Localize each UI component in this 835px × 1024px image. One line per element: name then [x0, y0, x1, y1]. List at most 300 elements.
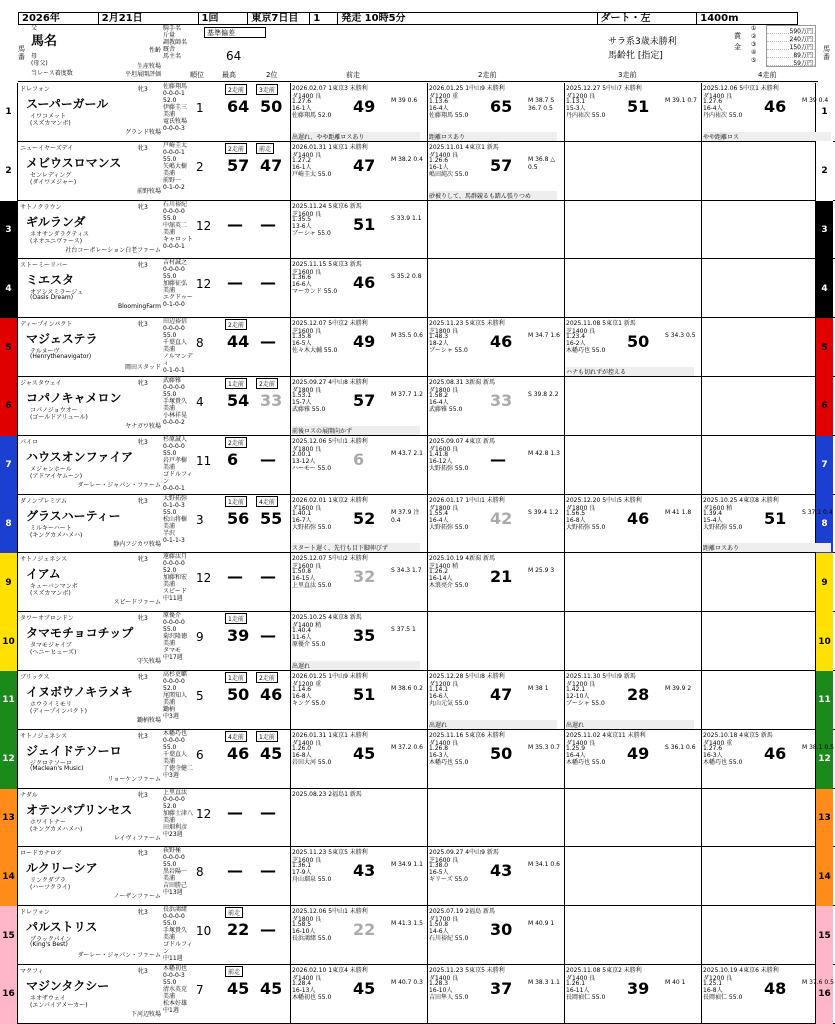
- race-detail-line: 1.28.4: [292, 980, 312, 987]
- second-score: —: [260, 273, 276, 293]
- col-prev2: 2走前: [478, 71, 497, 79]
- race-detail-line: 大野拓弥 55.0: [703, 523, 743, 531]
- max-score: 46: [227, 743, 250, 763]
- jockey-line: 美浦: [163, 934, 176, 942]
- jockey-line: 52.0: [163, 97, 177, 104]
- horse-info: [20, 377, 163, 435]
- jockey-line: 美浦: [163, 287, 176, 295]
- race-detail-line: 嶋田純次 55.0: [429, 170, 469, 178]
- race-year: 2026年: [19, 13, 99, 24]
- dam-name: ブラックパイン: [30, 936, 72, 944]
- race-details: [292, 745, 331, 766]
- race-detail-line: 16-3人: [429, 751, 449, 759]
- sex-age: 牝3: [138, 674, 148, 681]
- jockey-line: ゴドルフィン: [163, 941, 193, 956]
- horse-row: [0, 142, 835, 201]
- race-note: 距離ロスあり: [429, 132, 557, 141]
- dam-name: センレディング: [30, 171, 72, 179]
- jockey-line: 0-0-0-3: [163, 125, 185, 132]
- horse-row: [0, 965, 835, 1024]
- race-1-cell: [290, 318, 428, 377]
- breeder-farm: レイヴィファーム: [113, 834, 161, 842]
- race-date-place: 2025.12.28 5中山8 未勝利: [429, 673, 505, 680]
- race-detail-line: 1.26.0: [292, 744, 312, 752]
- broodmare-sire: (ゴールドアリュール): [30, 414, 88, 421]
- horse-number-right: 1: [815, 83, 833, 142]
- max-score: —: [227, 861, 243, 881]
- jockey-line: 55.0: [163, 979, 177, 986]
- jockey-line: 矢嶋大樹: [163, 162, 188, 170]
- race-figure: 51: [353, 214, 376, 234]
- race-stats: M 42.8 1.3: [528, 449, 560, 457]
- race-figure: 46: [764, 97, 787, 116]
- race-2-cell: [427, 553, 565, 612]
- race-detail-line: 1.36.6: [292, 274, 312, 282]
- race-date-place: 2026.02.10 1東京4 未勝利: [292, 967, 368, 974]
- race-detail-line: 1.26.1: [566, 980, 586, 987]
- horse-name[interactable]: イアム: [26, 567, 61, 582]
- horse-number: 2: [0, 142, 18, 201]
- jockey-line: 中3週: [163, 771, 179, 779]
- race-detail-line: 1.41.8: [429, 450, 449, 458]
- race-1-cell: [290, 377, 428, 436]
- race-figure: 43: [353, 861, 376, 881]
- horse-name[interactable]: マジンタクシー: [26, 979, 110, 993]
- breeder-farm: スピードファーム: [113, 599, 161, 607]
- race-figure: 51: [353, 685, 376, 704]
- race-detail-line: 18-2人: [429, 340, 449, 348]
- race-detail-line: 1.26.2: [429, 568, 449, 576]
- race-detail-line: 丹内祐次 55.0: [566, 112, 606, 119]
- race-course-info: 芝1800 良: [429, 328, 459, 336]
- race-course-info: ダ1600 稍: [703, 504, 733, 512]
- race-stats: M 40.7 0.3: [391, 979, 423, 986]
- jockey-line: 高杉吏麒: [163, 671, 188, 678]
- race-date-place: 2025.12.07 5中京2 未勝利: [292, 320, 368, 328]
- jockey-line: 中17週: [163, 654, 183, 662]
- race-1-cell: [290, 553, 428, 612]
- race-course: ダート・左: [598, 13, 698, 24]
- race-detail-line: 16-8人: [566, 516, 586, 524]
- race-course-info: ダ1800 良: [292, 387, 322, 394]
- sire-name: マクフィ: [20, 968, 44, 975]
- race-figure: 46: [490, 332, 513, 352]
- horse-number: 9: [0, 553, 18, 612]
- race-detail-line: 16-6人: [292, 281, 312, 289]
- race-start-time: 発走 10時5分: [338, 13, 597, 24]
- horse-info: [20, 730, 163, 788]
- jockey-line: 55.0: [163, 449, 177, 457]
- col-jockey: 騎手名: [163, 25, 182, 32]
- race-details: [429, 686, 468, 707]
- race-1-cell: [290, 671, 428, 730]
- race-detail-line: 1.27.2: [292, 156, 312, 164]
- race-detail-line: 1.36.1: [292, 862, 312, 870]
- race-4-cell: [701, 553, 835, 612]
- race-stats: M 38.1 0.5: [802, 743, 834, 751]
- race-details: [429, 98, 468, 119]
- race-stats: M 39 0.6: [391, 97, 418, 104]
- race-details: [429, 568, 468, 589]
- race-details: [703, 510, 742, 531]
- max-score: 64: [227, 97, 250, 116]
- race-stats: M 41 1.8: [665, 508, 692, 516]
- race-details: [292, 568, 331, 589]
- horse-number-right: 15: [815, 906, 833, 965]
- jockey-info: [163, 436, 193, 494]
- race-course-info: 芝1600 良: [292, 328, 322, 336]
- jockey-info: [163, 553, 193, 611]
- race-details: [292, 980, 331, 1001]
- horse-number: 7: [0, 436, 18, 495]
- race-4-cell: [701, 377, 835, 436]
- rank-value: 7: [196, 983, 204, 997]
- jockey-line: 0-0-0-0: [163, 795, 185, 803]
- jockey-line: 伊藤圭三: [163, 104, 188, 111]
- sire-name: ロードカナロア: [20, 850, 62, 858]
- race-stats: M 38.3 1.1: [528, 979, 560, 986]
- race-figure: 6: [353, 449, 365, 469]
- race-detail-line: 16-14人: [429, 575, 453, 583]
- max-score: 44: [227, 332, 250, 352]
- race-detail-line: 1.38.0: [429, 862, 449, 870]
- race-stats: M 37.7 1.2: [391, 391, 423, 398]
- jockey-line: 清水英克: [163, 986, 188, 993]
- horse-number-right: 5: [815, 318, 833, 377]
- prize-amount: 240万円: [767, 34, 815, 42]
- horse-row: [0, 847, 835, 906]
- dam-name: ホワイトナー: [30, 818, 66, 826]
- race-note: 砂被りして、馬群競るも踏ん張りつめ: [429, 191, 557, 200]
- race-stats: M 37.6 0.5: [802, 979, 834, 986]
- race-note: 前後ロスの展開向かず: [292, 426, 420, 435]
- race-details: [566, 980, 605, 1001]
- broodmare-sire: (エンパイアメーカー): [30, 1002, 88, 1009]
- race-figure: 30: [490, 920, 513, 940]
- race-details: [292, 451, 331, 472]
- horse-name[interactable]: コパノキャメロン: [26, 391, 122, 405]
- race-course-info: 芝1600 良: [429, 857, 459, 865]
- race-figure: 57: [353, 391, 376, 410]
- max-score: —: [227, 802, 243, 822]
- jockey-line: 中23週: [163, 830, 183, 838]
- jockey-line: 美浦: [163, 405, 176, 412]
- second-score: —: [260, 449, 276, 469]
- race-4-cell: [701, 83, 835, 142]
- race-details: [292, 510, 331, 531]
- jockey-line: 中11週: [163, 595, 183, 603]
- horse-row: [0, 318, 835, 377]
- second-score: 55: [260, 508, 283, 528]
- race-details: [429, 921, 468, 942]
- race-detail-line: 16-12人: [429, 457, 453, 465]
- rank-value: 4: [196, 395, 204, 409]
- jockey-info: [163, 83, 193, 141]
- horse-info: [20, 201, 163, 259]
- race-course-info: ダ1400 良: [429, 151, 459, 159]
- race-stats: M 34.1 0.6: [528, 861, 560, 869]
- second-score: —: [260, 802, 276, 822]
- dam-name: メジャンホール: [30, 465, 72, 473]
- race-2-cell: [427, 318, 565, 377]
- race-detail-line: 長岡禎仁 55.0: [566, 994, 606, 1001]
- race-detail-line: 1.28.3: [429, 980, 449, 987]
- broodmare-sire: (ヘニーヒューズ): [30, 649, 77, 657]
- race-detail-line: 木幡初也 55.0: [292, 994, 332, 1001]
- sex-age: 牝3: [138, 615, 148, 623]
- jockey-line: 黒岩陽一: [163, 868, 188, 876]
- broodmare-sire: (キングカメハメハ): [30, 825, 83, 833]
- jockey-info: [163, 671, 193, 729]
- race-4-cell: [701, 965, 835, 1024]
- race-course-info: ダ1400 良: [429, 975, 459, 982]
- race-course-info: ダ1200 良: [566, 93, 596, 100]
- prize-label: 賞金: [734, 32, 741, 51]
- prize-table: [766, 25, 816, 67]
- race-figure: 32: [353, 567, 376, 587]
- prize-amount: 89万円: [767, 50, 815, 58]
- race-detail-line: 1.56.5: [566, 509, 586, 517]
- jockey-line: 田辺裕信: [163, 318, 188, 326]
- race-detail-line: 1.13.1: [566, 98, 586, 105]
- race-stats: S 37.5 1: [391, 626, 416, 634]
- dam-name: ホウライミモリ: [30, 701, 72, 708]
- horse-name[interactable]: オテンバプリンセス: [26, 802, 133, 817]
- race-date-place: 2025.10.18 4東京5 新馬: [703, 731, 773, 739]
- race-detail-line: 木幡巧也 55.0: [566, 758, 606, 766]
- rank-value: 12: [196, 806, 212, 821]
- sire-name: サトノクラウン: [20, 203, 62, 211]
- race-figure: 48: [764, 979, 787, 998]
- race-detail-line: 16-4人: [429, 399, 449, 406]
- race-figure: 45: [353, 979, 376, 998]
- race-detail-line: 16-1人: [429, 163, 449, 171]
- horse-name[interactable]: メビウスロマンス: [26, 155, 122, 170]
- race-detail-line: 15-4人: [703, 516, 723, 524]
- second-score: —: [260, 332, 276, 352]
- jockey-line: 長浜鴻緒: [163, 906, 188, 914]
- horse-name[interactable]: グラスハーティー: [26, 508, 121, 523]
- race-3-cell: [564, 965, 702, 1024]
- race-4-cell: [701, 436, 835, 495]
- race-detail-line: 1.27.6: [292, 98, 312, 105]
- jockey-line: 佐藤翔馬: [163, 83, 188, 90]
- prize-rank: ④: [751, 49, 757, 56]
- jockey-line: 遠藤汰月: [163, 553, 188, 561]
- jockey-line: 前野一: [163, 176, 182, 184]
- jockey-line: 中1週: [163, 1007, 179, 1014]
- jockey-line: エクドゥー: [163, 294, 193, 302]
- race-note: 距離ロスあり: [703, 543, 831, 552]
- horse-name[interactable]: ルクリーシア: [26, 861, 98, 876]
- race-date-place: 2025.08.31 3新潟 新馬: [429, 379, 495, 386]
- jockey-line: 美浦: [163, 463, 176, 471]
- jockey-line: 55.0: [163, 743, 177, 751]
- race-stats: S 37.1 0.4: [802, 508, 833, 516]
- sex-age: 牝3: [138, 262, 148, 270]
- race-detail-line: 17-9人: [292, 869, 312, 877]
- race-date-place: 2025.12.06 5中山1 未勝利: [292, 908, 368, 916]
- race-detail-line: 16-3人: [703, 751, 723, 759]
- jockey-line: 美浦: [163, 699, 176, 706]
- jockey-line: 55.0: [163, 155, 177, 163]
- race-course-info: ダ1600 良: [429, 445, 459, 453]
- broodmare-sire: (アドマイヤムーン): [30, 472, 83, 480]
- race-1-cell: [290, 965, 428, 1024]
- breeder-farm: ヤナガワ牧場: [125, 423, 161, 430]
- race-detail-line: 1.53.1: [292, 392, 312, 399]
- race-detail-line: 15-3人: [566, 105, 586, 112]
- race-detail-line: 16-10人: [292, 928, 316, 936]
- race-detail-line: 1.55.4: [429, 509, 449, 517]
- breeder-farm: 鋤柄牧場: [136, 717, 161, 724]
- race-stats: M 38.6 0.2: [391, 685, 423, 692]
- horse-number: 13: [0, 789, 18, 848]
- race-detail-line: 16-1人: [292, 163, 312, 171]
- race-detail-line: 16-4人: [429, 516, 449, 524]
- race-figure: 46: [764, 743, 787, 763]
- race-note: ハナも切れずが控える: [566, 367, 694, 376]
- race-details: [292, 333, 337, 354]
- race-detail-line: 1.35.5: [292, 215, 312, 223]
- race-details: [292, 98, 331, 119]
- jockey-line: 0-1-0-2: [163, 183, 185, 191]
- race-date-place: 2025.11.08 5東京2 未勝利: [566, 967, 642, 974]
- race-3-cell: [564, 730, 702, 789]
- race-figure: 47: [353, 155, 376, 175]
- race-date-place: 2025.11.30 5中山9 新馬: [566, 673, 636, 680]
- horse-name[interactable]: タマモチョコチップ: [26, 626, 134, 641]
- race-figure: 49: [353, 97, 376, 116]
- race-3-cell: [564, 142, 702, 201]
- race-date-place: 2025.12.27 5中山7 未勝利: [566, 85, 642, 92]
- race-date-place: 2025.10.25 4東京8 新馬: [292, 614, 362, 622]
- race-2-cell: [427, 377, 565, 436]
- prize-rank: ①: [751, 25, 757, 32]
- jockey-line: 美浦: [163, 581, 176, 589]
- race-details: [429, 157, 468, 178]
- jockey-line: 55.0: [163, 214, 177, 222]
- race-figure: 28: [627, 685, 650, 704]
- sire-name: ダノンプレミアム: [20, 497, 67, 505]
- rank-value: 6: [196, 747, 204, 762]
- jockey-line: 55.0: [163, 273, 177, 281]
- horse-name[interactable]: ハウスオンファイア: [26, 449, 134, 464]
- race-details: [429, 451, 468, 472]
- race-detail-line: 戸崎圭太 55.0: [292, 170, 332, 178]
- race-stats: M 40 1: [665, 979, 686, 986]
- race-detail-line: 1.42.1: [566, 686, 586, 693]
- jockey-line: 0-0-0-0: [163, 619, 185, 627]
- race-detail-line: 1.27.6: [703, 98, 723, 105]
- race-date-place: 2025.12.06 5中京1 未勝利: [703, 85, 779, 92]
- jockey-line: 中11週: [163, 955, 183, 963]
- sex-age: 牝3: [138, 791, 148, 799]
- race-detail-line: 16-11人: [566, 987, 590, 994]
- breeder-farm: 静内フジカワ牧場: [113, 540, 161, 548]
- horse-name[interactable]: イヌボウノキラメキ: [26, 685, 133, 699]
- race-detail-line: 1.13.6: [429, 98, 449, 105]
- race-detail-line: 12-10人: [566, 693, 590, 700]
- jockey-line: 52.0: [163, 802, 177, 810]
- col-stats1: 当レース着度数: [31, 70, 73, 77]
- jockey-line: 0-0-0-0: [163, 442, 185, 450]
- breeder-farm: 守矢牧場: [136, 658, 161, 666]
- max-tag: 1走前: [225, 496, 247, 507]
- race-date-place: 2026.01.31 1東京1 未勝利: [292, 731, 368, 739]
- col-kinryo: 斤量: [163, 32, 176, 39]
- horse-number-right: 11: [815, 671, 833, 730]
- race-3-cell: [564, 847, 702, 906]
- horse-name[interactable]: ギルランダ: [26, 214, 86, 229]
- horse-name[interactable]: マジェステラ: [26, 332, 98, 347]
- max-score: —: [227, 214, 243, 234]
- sex-age: 牝3: [138, 556, 148, 564]
- race-3-cell: [564, 201, 702, 260]
- jockey-line: 0-0-0-1: [163, 484, 185, 492]
- race-detail-line: 佐藤翔馬 52.0: [292, 112, 332, 119]
- race-detail-line: 1.40.4: [292, 627, 312, 635]
- race-note: 出遅れ: [292, 661, 420, 670]
- horse-info: [20, 847, 163, 905]
- horse-name[interactable]: スーパーガール: [26, 97, 109, 111]
- race-date-place: 2026.02.01 1東京2 未勝利: [292, 496, 368, 504]
- race-figure: 65: [490, 97, 513, 116]
- jockey-line: 加藤征弘: [163, 280, 188, 288]
- horse-row: [0, 495, 835, 554]
- jockey-line: 加藤和宏: [163, 574, 188, 582]
- race-detail-line: 長岡禎仁 55.0: [703, 994, 743, 1001]
- race-date-place: 2025.11.01 4東京1 新馬: [429, 143, 499, 151]
- race-stats: S 34.3 0.5: [665, 332, 696, 340]
- jockey-line: 55.0: [163, 332, 177, 340]
- race-4-cell: [701, 671, 835, 730]
- rank-value: 3: [196, 512, 204, 527]
- horse-name[interactable]: ミエスタ: [26, 273, 75, 288]
- horse-info: [20, 553, 163, 611]
- race-detail-line: 丸山元気 55.0: [429, 700, 469, 707]
- horse-name[interactable]: パルストリス: [26, 920, 98, 935]
- second-score: —: [260, 214, 276, 234]
- horse-name[interactable]: ジェイドテソーロ: [26, 743, 122, 758]
- race-course-info: ダ1200 良: [566, 681, 596, 688]
- race-detail-line: 1.26.8: [429, 744, 449, 752]
- race-detail-line: ハーモー 55.0: [292, 464, 332, 472]
- race-course-info: ダ1700 良: [429, 916, 459, 924]
- broodmare-sire: (Henrythenavigator): [30, 353, 92, 361]
- race-detail-line: 1.35.8: [292, 333, 312, 341]
- race-1-cell: [290, 495, 428, 554]
- sire-name: タワーオブロンドン: [20, 615, 74, 623]
- race-stats: M 39 0.4: [802, 97, 829, 104]
- race-detail-line: 上里直汰 55.0: [292, 582, 332, 590]
- jockey-line: 0-0-0-1: [163, 242, 185, 250]
- race-detail-line: 16-15人: [292, 575, 316, 583]
- race-1-cell: [290, 789, 428, 848]
- horse-number: 8: [0, 495, 18, 554]
- race-4-cell: [701, 906, 835, 965]
- sex-age: 牝3: [138, 850, 148, 858]
- race-detail-line: 11-6人: [292, 634, 312, 642]
- col-dam: 母: [31, 53, 38, 60]
- jockey-line: 美浦: [163, 816, 176, 824]
- race-figure: 49: [353, 332, 376, 352]
- dam-name: タマモジャイブ: [30, 642, 72, 650]
- horse-number: 12: [0, 730, 18, 789]
- jockey-line: 美浦: [163, 757, 176, 765]
- race-figure: 43: [490, 861, 513, 881]
- jockey-line: 原優介: [163, 612, 182, 620]
